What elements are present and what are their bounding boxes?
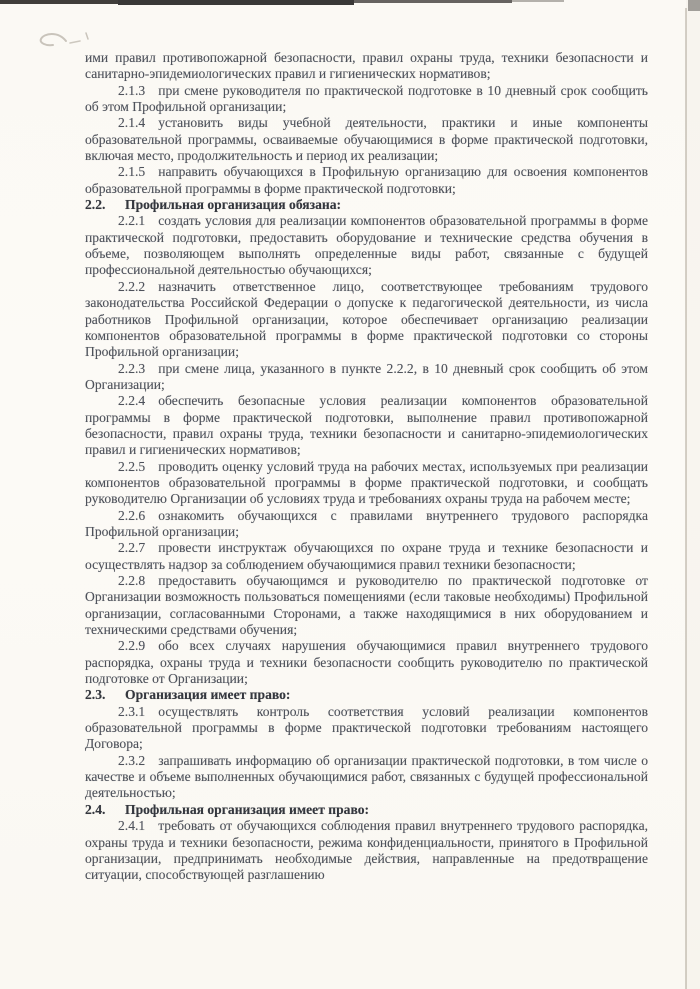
clause-2.1.4	[85, 115, 648, 164]
clause-2.2.8	[85, 573, 648, 638]
clause-text: создать условия для реализации компонентов образовательной программы в форме практической подготовки, предоставить оборудование и технические средства обучения в объеме, позволяющем выполнять определенные виды работ, связанные с будущей профессиональной деятельностью обучающихся;	[85, 213, 648, 278]
clause-2.2.4	[85, 393, 648, 458]
clause-text: Профильная организация обязана:	[125, 197, 342, 213]
clause-2.2.3	[85, 361, 648, 394]
clause-text: осуществлять контроль соответствия условий реализации компонентов образовательной программы в форме практической подготовки требованиям настоящего Договора;	[85, 703, 648, 752]
clause-number: 2.2.	[85, 197, 106, 213]
clause-text: Организация имеет право:	[125, 687, 291, 703]
clause-text: назначить ответственное лицо, соответствующее требованиям трудового законодательства Российской Федерации о допуске к педагогической деятельности, из числа работников Профильной организации, которое обеспечивает организацию реализации компонентов образовательной программы в форме практической подготовки со стороны Профильной организации;	[85, 278, 648, 360]
clause-number: 2.1.3	[118, 82, 146, 98]
clause-text: при смене руководителя по практической подготовке в 10 дневный срок сообщить об этом Профильной организации;	[85, 82, 648, 115]
clause-2.3.1	[85, 704, 648, 753]
clause-number: 2.2.2	[118, 278, 146, 294]
clause-number: 2.3.1	[118, 703, 146, 719]
scan-edge-strip	[0, 0, 118, 4]
clause-text: запрашивать информацию об организации практической подготовки, в том числе о качестве и объеме выполненных обучающимися работ, связанных с будущей профессиональной деятельностью;	[85, 752, 648, 801]
clause-number: 2.4.	[85, 801, 106, 817]
clause-text: ознакомить обучающихся с правилами внутреннего трудового распорядка Профильной организации;	[85, 507, 648, 539]
clause-number: 2.2.8	[118, 573, 146, 588]
clause-text: обо всех случаях нарушения обучающимися правил внутреннего трудового распорядка, охраны труда и техники безопасности сообщить руководителю по практической подготовке от Организации;	[85, 638, 648, 687]
clause-2.3.2	[85, 753, 648, 802]
clause-number: 2.2.4	[118, 393, 146, 409]
clause-2.2.1	[85, 213, 648, 278]
clause-number: 2.2.6	[118, 507, 146, 523]
clause-2.2.9	[85, 638, 648, 687]
clause-number: 2.3.2	[118, 752, 146, 768]
clause-2.1.5	[85, 164, 648, 197]
scan-edge-strip	[118, 0, 354, 5]
clause-number: 2.2.3	[118, 360, 146, 376]
clause-number: 2.2.7	[118, 540, 146, 556]
clause-2.2	[85, 197, 648, 213]
clause-continuation	[85, 50, 648, 83]
clause-number: 2.2.9	[118, 638, 146, 654]
clause-2.2.2	[85, 279, 648, 361]
clause-number: 2.1.5	[118, 164, 146, 180]
clause-2.2.6	[85, 508, 648, 541]
clause-2.4.1	[85, 818, 648, 883]
clause-number: 2.2.1	[118, 213, 146, 229]
clause-text: требовать от обучающихся соблюдения правил внутреннего трудового распорядка, охраны труда и техники безопасности, режима конфиденциальности, принятого в Профильной организации, предпринимать необходимые действия, направленные на предотвращение ситуации, способствующей разглашению	[85, 818, 648, 883]
clause-2.2.5	[85, 459, 648, 508]
clause-number: 2.2.5	[118, 458, 146, 474]
clause-2.2.7	[85, 540, 648, 573]
clause-2.4	[85, 802, 648, 818]
scan-edge-strip	[354, 0, 512, 3]
scan-edge-strip	[512, 0, 564, 2]
clause-number: 2.4.1	[118, 818, 146, 834]
clause-text: обеспечить безопасные условия реализации компонентов образовательной программы в форме практической подготовки, выполнение правил противопожарной безопасности, правил охраны труда, техники безопасности и санитарно-эпидемиологических правил и гигиенических нормативов;	[85, 393, 648, 458]
clause-text: провести инструктаж обучающихся по охране труда и технике безопасности и осуществлять надзор за соблюдением обучающимися правил техники безопасности;	[85, 540, 648, 572]
clause-text: направить обучающихся в Профильную организацию для освоения компонентов образовательной программы в форме практической подготовки;	[85, 164, 648, 196]
document-body	[85, 50, 648, 884]
clause-text: установить виды учебной деятельности, практики и иные компоненты образовательной программы, осваиваемые обучающимися в форме практической подготовки, включая место, продолжительность и период их реализации;	[85, 115, 648, 164]
clause-text: при смене лица, указанного в пункте 2.2.2, в 10 дневный срок сообщить об этом Организации;	[85, 360, 648, 392]
clause-text: Профильная организация имеет право:	[125, 801, 370, 817]
clause-2.3	[85, 687, 648, 703]
clause-text: предоставить обучающимся и руководителю по практической подготовке от Организации возможность пользоваться помещениями (если таковые необходимы) Профильной организации, согласованными Сторонами, а также находящимися в них оборудованием и техническими средствами обучения;	[85, 573, 648, 638]
scan-right-edge-line	[685, 8, 687, 989]
clause-2.1.3	[85, 83, 648, 116]
clause-text: проводить оценку условий труда на рабочих местах, используемых при реализации компонентов образовательной программы в форме практической подготовки, и сообщать руководителю Организации об условиях труда и требованиях охраны труда на рабочем месте;	[85, 458, 648, 507]
scan-right-edge-zone	[686, 0, 700, 989]
clause-text: ими правил противопожарной безопасности, правил охраны труда, техники безопасности и санитарно-эпидемиологических правил и гигиенических нормативов;	[85, 50, 648, 82]
clause-number: 2.3.	[85, 687, 106, 703]
clause-number: 2.1.4	[118, 115, 146, 131]
